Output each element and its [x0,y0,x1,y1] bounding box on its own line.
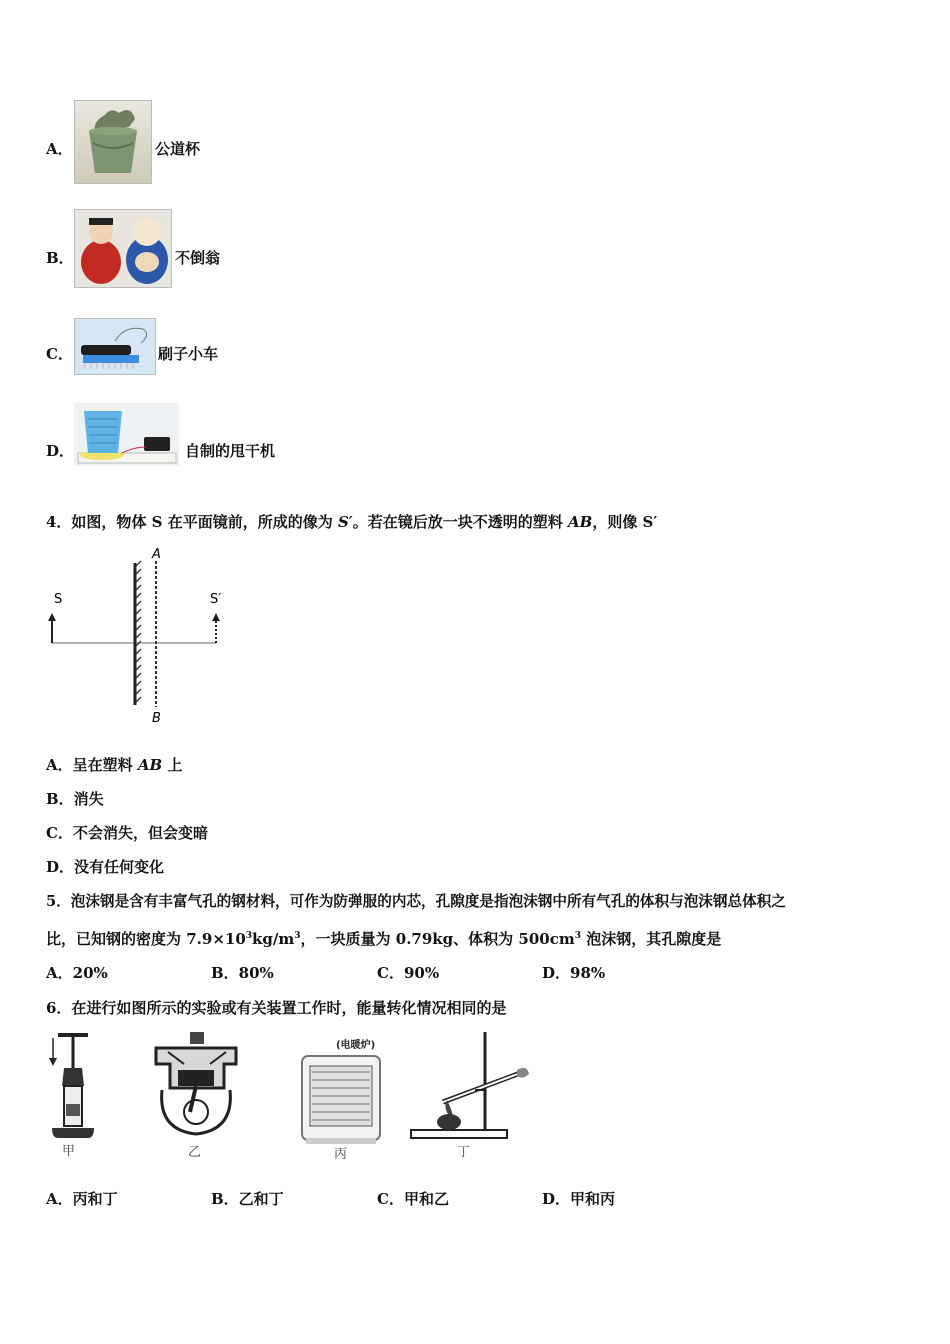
q5-stem-line2: 比，已知钢的密度为 $7.9\times 10^3kg/m^3$，一块质量为 0.79kg、体积为 $500cm^3$ 泡沫钢，其孔隙度是 [46,930,722,948]
q3-option-c-letter: C． [46,345,73,363]
fire-syringe-figure [44,1028,104,1163]
q4-option-a[interactable]: A．呈在塑料 AB 上 [46,756,183,774]
q5-stem-line1: 5．泡沫钢是含有丰富气孔的钢材料，可作为防弹服的内芯，孔隙度是指泡沫钢中所有气孔的体积与泡沫钢总体积之 [46,893,786,910]
spin-dryer-image [74,403,179,466]
q4-option-c[interactable]: C．不会消失，但会变暗 [46,824,208,842]
q5-option-b[interactable]: B．80% [211,964,274,982]
fig-label-yi: 乙 [188,1145,202,1160]
engine-figure [150,1030,245,1163]
q5-option-c[interactable]: C．90% [377,964,440,982]
brush-car-image [74,318,156,375]
q3-option-d-letter: D． [46,442,75,460]
q6-option-a[interactable]: A．丙和丁 [46,1190,118,1208]
label-s: S [54,592,63,607]
q4-stem: 4．如图，物体 S 在平面镜前，所成的像为 S′。若在镜后放一块不透明的塑料 AB，则像 S′ [46,513,658,531]
q6-stem: 6．在进行如图所示的实验或有关装置工作时，能量转化情况相同的是 [46,999,507,1017]
celadon-cup-image [74,100,152,184]
label-b: B [152,711,161,725]
q6-option-d[interactable]: D．甲和丙 [542,1190,616,1208]
q6-option-b[interactable]: B．乙和丁 [211,1190,284,1208]
q3-option-b-caption: 不倒翁 [175,249,221,267]
fig-label-jia: 甲 [62,1144,76,1159]
mirror-diagram [44,545,234,725]
q6-option-c[interactable]: C．甲和乙 [377,1190,449,1208]
q5-option-a[interactable]: A．20% [46,964,108,982]
q3-option-a-caption: 公道杯 [155,140,201,158]
heater-figure [296,1034,391,1164]
q3-option-d-caption: 自制的甩干机 [185,442,276,460]
label-sprime: S′ [210,592,222,607]
fig-label-ding: 丁 [457,1145,471,1160]
q4-option-b[interactable]: B．消失 [46,790,104,808]
q4-option-d[interactable]: D．没有任何变化 [46,858,165,876]
label-a: A [152,547,161,562]
test-tube-figure [405,1030,535,1163]
q3-option-a-letter: A． [46,140,73,158]
tumbler-dolls-image [74,209,172,288]
q3-option-b-letter: B． [46,249,74,267]
q5-option-d[interactable]: D．98% [542,964,606,982]
fig-label-bing: 丙 [334,1147,348,1162]
q3-option-c-caption: 刷子小车 [158,345,219,363]
heater-label: (电暖炉) [336,1040,376,1051]
